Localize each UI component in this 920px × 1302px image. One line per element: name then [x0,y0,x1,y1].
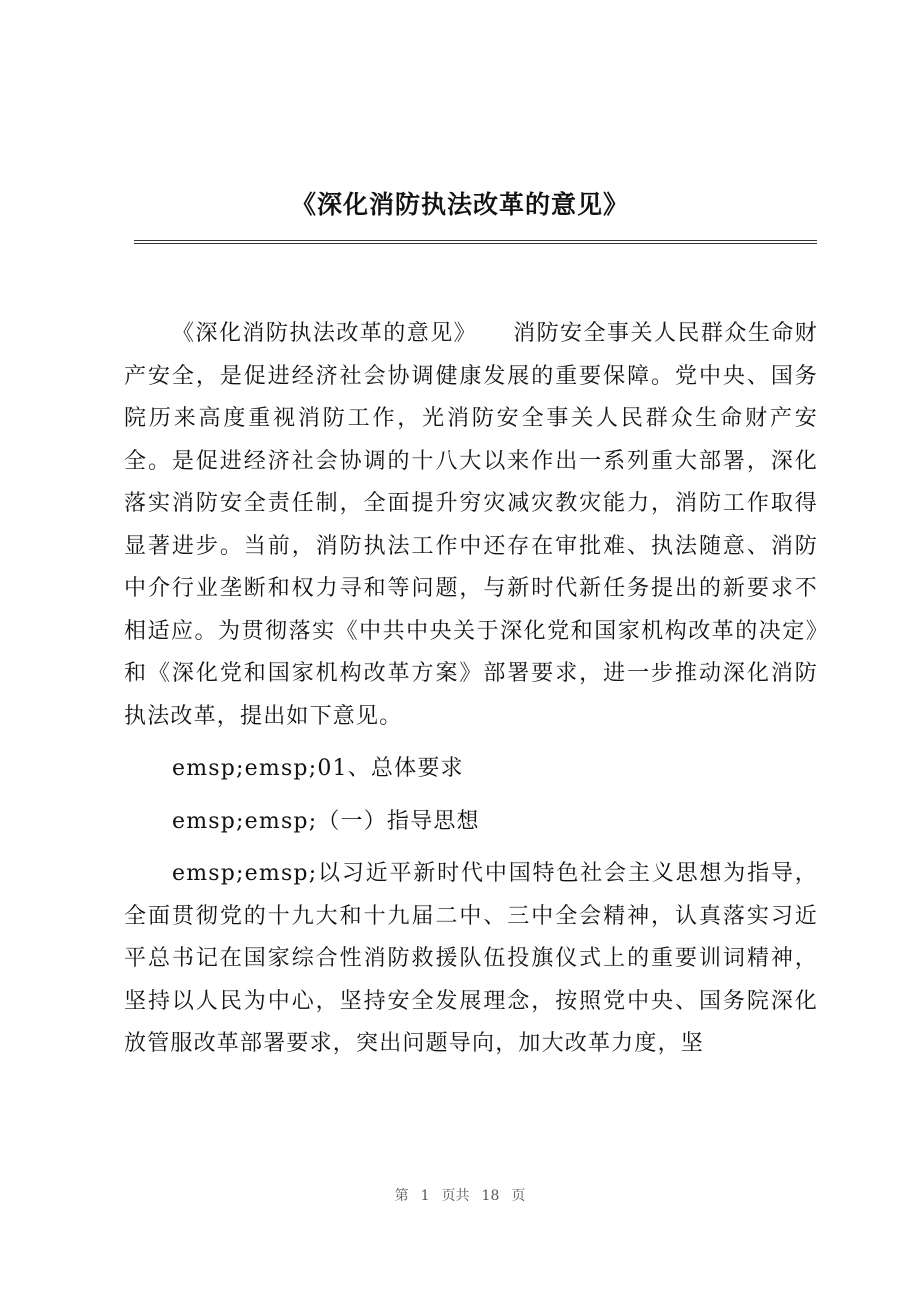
footer-total-pages: 18 [481,1188,500,1204]
subsection-heading-guiding-ideology: emsp;emsp;（一）指导思想 [172,808,480,834]
footer-prefix: 第 [394,1188,409,1204]
page-title: 《深化消防执法改革的意见》 [290,190,629,219]
footer-mid: 页共 [441,1188,470,1204]
section-heading-overall-requirements: emsp;emsp;01、总体要求 [172,756,464,781]
paragraph-guiding-ideology: emsp;emsp;以习近平新时代中国特色社会主义思想为指导，全面贯彻党的十九大和十九届二中、三中全会精神，认真落实习近平总书记在国家综合性消防救援队伍投旗仪式上的重要训词精神，坚持以人民为中心，坚持安全发展理念，按照党中央、国务院深化放管服改革部署要求，突出问题导向，加大改革力度，坚 [124,861,818,1056]
document-body [124,313,818,1066]
footer-suffix: 页 [511,1188,526,1204]
footer-current-page: 1 [420,1188,430,1204]
page-footer [0,1186,920,1206]
paragraph-intro: 《深化消防执法改革的意见》 消防安全事关人民群众生命财产安全，是促进经济社会协调健康发展的重要保障。党中央、国务院历来高度重视消防工作，光消防安全事关人民群众生命财产安全。是促进经济社会协调的十八大以来作出一系列重大部署，深化落实消防安全责任制，全面提升穷灾减灾教灾能力，消防工作取得显著进步。当前，消防执法工作中还存在审批难、执法随意、消防中介行业垄断和权力寻和等问题，与新时代新任务提出的新要求不相适应。为贯彻落实《中共中央关于深化党和国家机构改革的决定》和《深化党和国家机构改革方案》部署要求，进一步推动深化消防执法改革，提出如下意见。 [124,321,818,729]
title-divider [134,240,817,244]
